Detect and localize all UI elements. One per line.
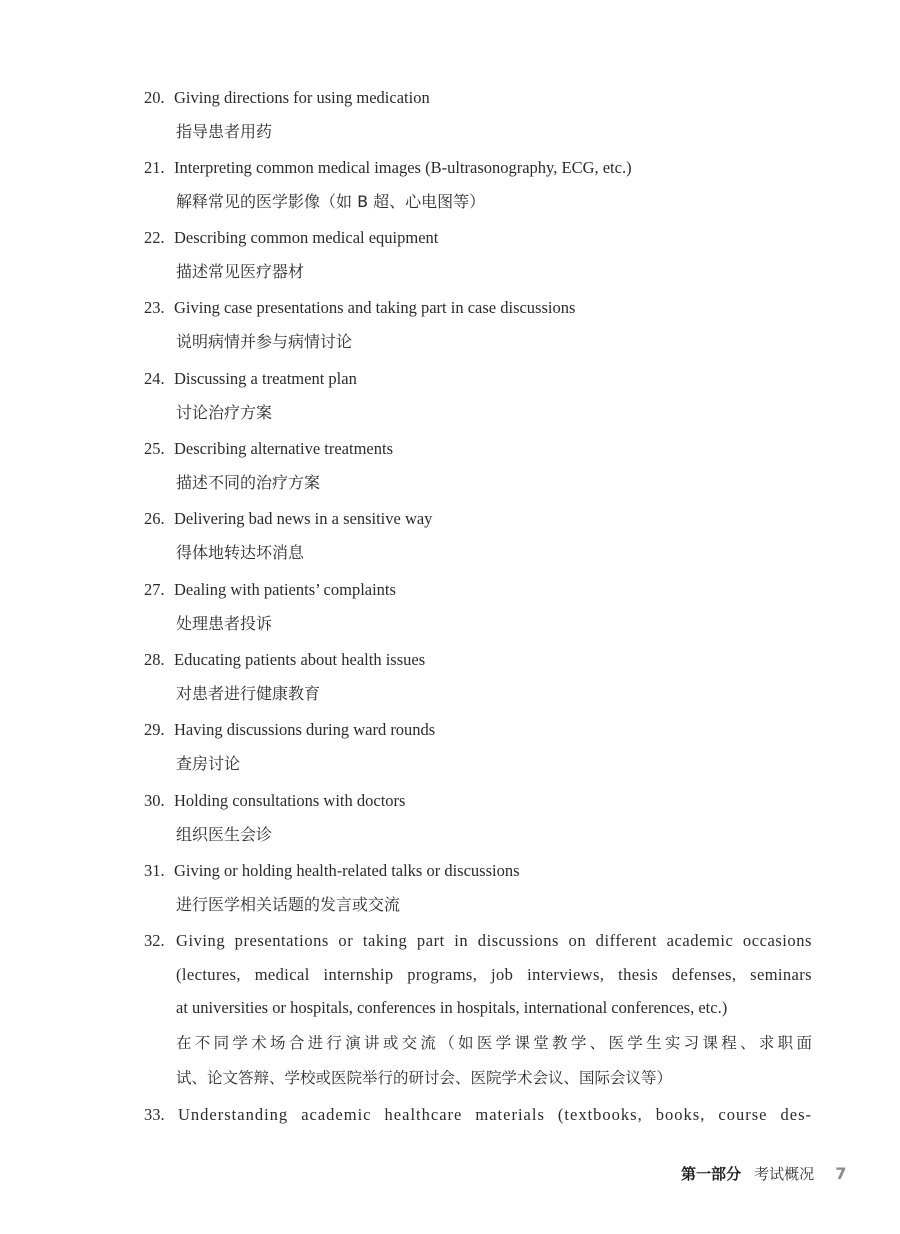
footer-chapter: 考试概况 [754, 1165, 815, 1183]
item-english: Delivering bad news in a sensitive way [174, 509, 433, 528]
item-number: 30. [144, 791, 165, 810]
item-chinese: 对患者进行健康教育 [176, 684, 321, 703]
item-english-line: at universities or hospitals, conferences in hospitals, international conferences, etc.) [176, 998, 728, 1017]
list-item [144, 369, 814, 422]
item-english: Dealing with patients’ complaints [174, 580, 396, 599]
item-number: 25. [144, 439, 165, 458]
item-number: 27. [144, 580, 165, 599]
item-number: 28. [144, 650, 165, 669]
item-english: Giving or holding health-related talks or discussions [174, 861, 520, 880]
item-chinese: 组织医生会诊 [176, 825, 273, 844]
item-chinese: 得体地转达坏消息 [176, 543, 305, 562]
item-number: 29. [144, 720, 165, 739]
list-item [144, 650, 814, 703]
item-chinese: 指导患者用药 [176, 122, 273, 141]
item-number: 21. [144, 158, 165, 177]
list-item [144, 228, 814, 281]
item-chinese-line: 试、论文答辩、学校或医院举行的研讨会、医院学术会议、国际会议等） [176, 1069, 673, 1087]
list-item-32 [176, 931, 812, 951]
list-item-32-cont [176, 998, 812, 1018]
list-item-32-zh [176, 1033, 812, 1053]
list-item [144, 791, 814, 844]
item-english: Giving directions for using medication [174, 88, 430, 107]
item-english: Giving case presentations and taking part in case discussions [174, 298, 576, 317]
item-english: Understanding academic healthcare materials (textbooks, books, course des- [178, 1105, 812, 1124]
list-item-33 [178, 1105, 812, 1125]
item-english-line: (lectures, medical internship programs, job interviews, thesis defenses, seminars [176, 965, 812, 984]
item-number: 33. [144, 1105, 165, 1124]
list-item-32-zh [176, 1068, 812, 1088]
footer [681, 1163, 846, 1185]
item-chinese-line: 在不同学术场合进行演讲或交流（如医学课堂教学、医学生实习课程、求职面 [176, 1034, 812, 1052]
item-chinese: 描述不同的治疗方案 [176, 473, 321, 492]
item-english: Interpreting common medical images (B-ultrasonography, ECG, etc.) [174, 158, 632, 177]
item-number: 32. [144, 931, 165, 950]
item-chinese: 说明病情并参与病情讨论 [176, 332, 353, 351]
item-chinese: 讨论治疗方案 [176, 403, 273, 422]
list-item [144, 861, 814, 914]
item-english: Having discussions during ward rounds [174, 720, 436, 739]
item-english: Describing alternative treatments [174, 439, 393, 458]
list-item [144, 509, 814, 562]
item-chinese: 描述常见医疗器材 [176, 262, 305, 281]
item-number: 23. [144, 298, 165, 317]
item-chinese: 解释常见的医学影像（如 B 超、心电图等） [176, 192, 486, 211]
item-chinese: 处理患者投诉 [176, 614, 273, 633]
list-item [144, 158, 814, 211]
item-english: Educating patients about health issues [174, 650, 426, 669]
list-item [144, 439, 814, 492]
item-chinese: 进行医学相关话题的发言或交流 [176, 895, 401, 914]
item-english: Describing common medical equipment [174, 228, 439, 247]
item-english-line: Giving presentations or taking part in discussions on different academic occasions [176, 931, 812, 950]
item-number: 22. [144, 228, 165, 247]
item-number: 24. [144, 369, 165, 388]
list-item [144, 88, 814, 141]
list-item [144, 298, 814, 351]
item-number: 26. [144, 509, 165, 528]
item-chinese: 查房讨论 [176, 754, 241, 773]
item-english: Holding consultations with doctors [174, 791, 406, 810]
page-number: 7 [835, 1164, 847, 1183]
list-item [144, 580, 814, 633]
list-item [144, 720, 814, 773]
item-english: Discussing a treatment plan [174, 369, 357, 388]
list-item-32-cont [176, 965, 812, 985]
item-number: 31. [144, 861, 165, 880]
item-number: 20. [144, 88, 165, 107]
footer-section: 第一部分 [681, 1165, 742, 1183]
